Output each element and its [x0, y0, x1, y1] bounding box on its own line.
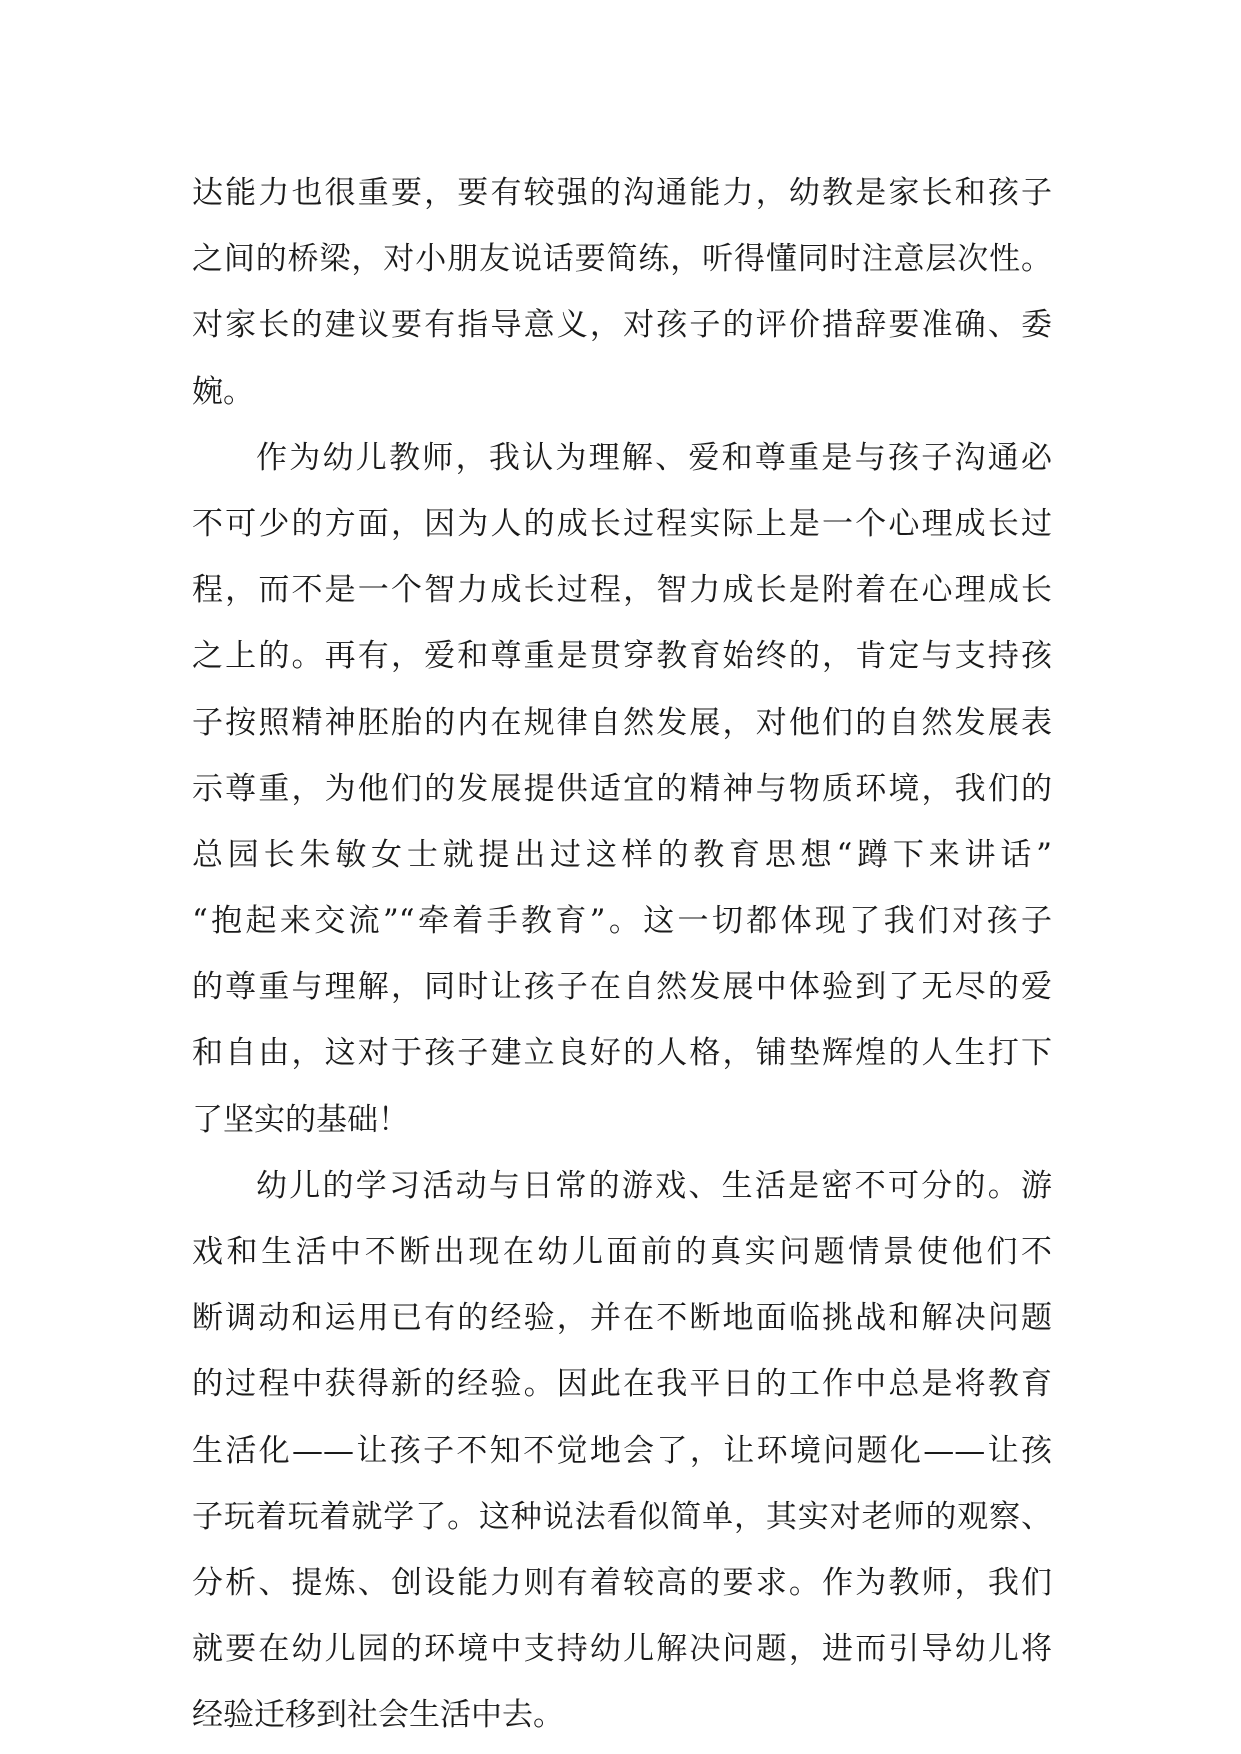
text-line: 和自由，这对于孩子建立良好的人格，铺垫辉煌的人生打下 [192, 1035, 1052, 1072]
text-line: 程，而不是一个智力成长过程，智力成长是附着在心理成长 [192, 572, 1052, 609]
text-line: 经验迁移到社会生活中去。 [192, 1697, 564, 1734]
paragraph-first-line: 幼儿的学习活动与日常的游戏、生活是密不可分的。游 [256, 1167, 1052, 1204]
text-line: 了坚实的基础！ [192, 1101, 409, 1138]
text-line: 的过程中获得新的经验。因此在我平日的工作中总是将教育 [192, 1366, 1052, 1403]
text-line: 婉。 [192, 373, 254, 410]
text-line: 就要在幼儿园的环境中支持幼儿解决问题，进而引导幼儿将 [192, 1631, 1052, 1668]
text-line: 对家长的建议要有指导意义，对孩子的评价措辞要准确、委 [192, 307, 1052, 344]
text-line: 达能力也很重要，要有较强的沟通能力，幼教是家长和孩子 [192, 175, 1052, 211]
text-line: 分析、提炼、创设能力则有着较高的要求。作为教师，我们 [192, 1564, 1052, 1601]
text-line: 之间的桥梁，对小朋友说话要简练，听得懂同时注意层次性。 [192, 241, 1052, 278]
text-line: 戏和生活中不断出现在幼儿面前的真实问题情景使他们不 [192, 1234, 1052, 1270]
paragraph-first-line: 作为幼儿教师，我认为理解、爱和尊重是与孩子沟通必 [256, 439, 1052, 476]
text-line: 不可少的方面，因为人的成长过程实际上是一个心理成长过 [192, 505, 1052, 542]
text-line: 总园长朱敏女士就提出过这样的教育思想“蹲下来讲话” [192, 836, 1052, 873]
text-line: 的尊重与理解，同时让孩子在自然发展中体验到了无尽的爱 [192, 969, 1052, 1006]
text-line: 生活化——让孩子不知不觉地会了，让环境问题化——让孩 [192, 1432, 1052, 1469]
text-line: 子按照精神胚胎的内在规律自然发展，对他们的自然发展表 [192, 704, 1052, 741]
text-line: 断调动和运用已有的经验，并在不断地面临挑战和解决问题 [192, 1300, 1052, 1337]
text-line: 之上的。再有，爱和尊重是贯穿教育始终的，肯定与支持孩 [192, 638, 1052, 675]
text-line: 子玩着玩着就学了。这种说法看似简单，其实对老师的观察、 [192, 1498, 1052, 1535]
body-text [192, 160, 1052, 1749]
text-line: 示尊重，为他们的发展提供适宜的精神与物质环境，我们的 [192, 770, 1052, 807]
text-line: “抱起来交流”“牵着手教育”。这一切都体现了我们对孩子 [192, 903, 1052, 940]
